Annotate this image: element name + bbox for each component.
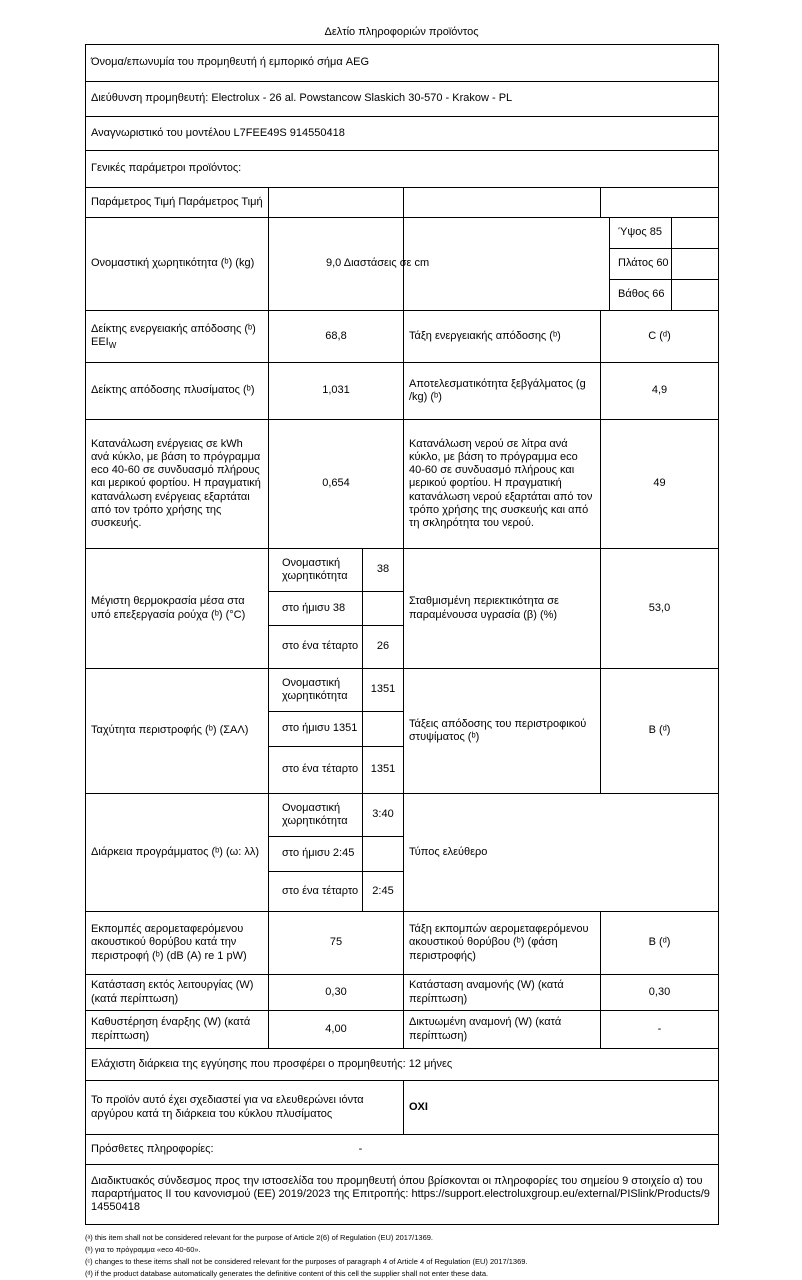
duration-subtable-cell	[269, 794, 404, 912]
standby-value: 0,30	[648, 985, 671, 998]
eei-label: Δείκτης ενεργειακής απόδοσης (ᵇ) EEI	[91, 322, 256, 348]
footnote-marker: (ᵈ)	[85, 1269, 93, 1278]
delay-start-label-cell	[86, 1011, 269, 1049]
header-value-2: Τιμή	[241, 195, 263, 208]
eei-value-cell	[269, 311, 404, 363]
temperature-label: Μέγιστη θερμοκρασία μέσα στα υπό επεξεργασία ρούχα (ᵇ) (°C)	[91, 595, 246, 621]
sub-row	[269, 794, 403, 837]
sub-row-name-cell	[269, 712, 363, 747]
dimension-depth-label: Βάθος	[618, 288, 650, 301]
footnote-marker: (ᶜ)	[85, 1257, 93, 1266]
sub-row-name: στο ένα τέταρτο	[282, 640, 359, 653]
sub-row-value-cell	[363, 626, 404, 669]
dimension-row-height	[610, 218, 719, 249]
delay-start-row	[86, 1011, 719, 1049]
spin-label-cell	[86, 669, 269, 794]
spin-subtable	[269, 669, 403, 793]
sub-row-name: στο ένα τέταρτο	[282, 763, 359, 776]
capacity-value-cell	[269, 218, 430, 311]
silver-ions-label: Το προϊόν αυτό έχει σχεδιαστεί για να ελευθερώνει ιόντα αργύρου κατά τη διάρκεια του κύκλου πλυσίματος	[91, 1094, 364, 1120]
standby-value-cell	[601, 975, 719, 1011]
off-mode-row	[86, 975, 719, 1011]
warranty-value: 12 μήνες	[408, 1057, 453, 1070]
model-identifier-value: L7FEE49S 914550418	[233, 126, 345, 139]
capacity-label: Ονομαστική χωρητικότητα (ᵇ) (kg)	[91, 257, 255, 270]
dimension-height-cell	[610, 218, 672, 249]
dimension-row-width	[610, 249, 719, 280]
table-header-row	[86, 188, 719, 218]
moisture-value: 53,0	[648, 601, 671, 614]
temperature-subtable	[269, 549, 403, 668]
sub-row-name: στο ήμισυ	[282, 722, 330, 735]
footnote-text: if the product database automatically generates the definitive content of this cell the supplier shall not enter these data.	[94, 1269, 489, 1278]
rinsing-value-cell	[601, 363, 719, 420]
supplier-name-row	[86, 45, 719, 82]
noise-class-label-cell	[404, 912, 601, 975]
footnote-text: changes to these items shall not be considered relevant for the purposes of paragraph 4 of Article 4 of Regulation (EU) 2017/1369.	[94, 1257, 528, 1266]
delay-start-label: Καθυστέρηση έναρξης (W) (κατά περίπτωση)	[91, 1016, 251, 1042]
dimensions-cell	[404, 218, 719, 311]
noise-class-value-cell	[601, 912, 719, 975]
footnote-c	[85, 1256, 718, 1268]
capacity-label-cell	[86, 218, 269, 311]
standby-label: Κατάσταση αναμονής (W) (κατά περίπτωση)	[409, 979, 564, 1005]
washing-index-row	[86, 363, 719, 420]
off-mode-value: 0,30	[325, 985, 347, 998]
empty-cell	[269, 188, 404, 218]
weblink-row	[86, 1165, 719, 1225]
silver-ions-row	[86, 1081, 719, 1135]
noise-class-value: B (ᵈ)	[648, 936, 671, 949]
type-label: Τύπος	[409, 845, 440, 858]
sub-row-name-cell	[269, 837, 363, 872]
sub-row-value: 38	[332, 601, 346, 614]
spin-subtable-cell	[269, 669, 404, 794]
empty-cell	[672, 218, 719, 249]
energy-consumption-label: Κατανάλωση ενέργειας σε kWh ανά κύκλο, με βάση το πρόγραμμα eco 40-60 σε συνδυασμό πλήρους και μερικού φορτίου. Η πραγματική κατανάλωση ενέργειας εξαρτάται από τον τρόπο χρήσης της συσκευής.	[91, 437, 261, 529]
empty-cell	[363, 837, 404, 872]
water-consumption-value-cell	[601, 420, 719, 549]
eei-value: 68,8	[325, 329, 347, 342]
footnote-text: this item shall not be considered relevant for the purpose of Article 2(6) of Regulation (EU) 2017/1369.	[94, 1233, 433, 1242]
weblink-label: Διαδικτυακός σύνδεσμος προς την ιστοσελίδα του προμηθευτή όπου βρίσκονται οι πληροφορίες του σημείου 9 στοιχείο α) του παραρτήματος II του κανονισμού (ΕΕ) 2019/2023 της Επιτροπής:	[91, 1174, 703, 1200]
additional-info-label: Πρόσθετες πληροφορίες:	[91, 1142, 214, 1155]
silver-ions-label-cell	[86, 1081, 404, 1135]
sub-row-value: 3:40	[372, 808, 394, 821]
supplier-name-cell	[86, 45, 719, 82]
warranty-label: Ελάχιστη διάρκεια της εγγύησης που προσφέρει ο προμηθευτής:	[91, 1057, 406, 1070]
water-consumption-label: Κατανάλωση νερού σε λίτρα ανά κύκλο, με βάση το πρόγραμμα eco 40-60 σε συνδυασμό πλήρους και μερικού φορτίου. Η πραγματική κατανάλωση νερού εξαρτάται από τον τρόπο χρήσης της συσκευής και από τη σκληρότητα του νερού.	[409, 437, 593, 529]
supplier-address-row	[86, 82, 719, 117]
capacity-dimensions-row	[86, 218, 719, 311]
sub-row-name: στο ήμισυ	[282, 847, 330, 860]
general-parameters-heading: Γενικές παράμετροι προϊόντος:	[91, 162, 242, 175]
additional-info-value: -	[358, 1142, 363, 1155]
standby-label-cell	[404, 975, 601, 1011]
footnote-b	[85, 1244, 718, 1256]
sub-row-value-cell	[363, 747, 404, 794]
supplier-weblink[interactable]: https://support.electroluxgroup.eu/external/PISlink/Products/914550418	[91, 1187, 710, 1214]
sub-row-value: 38	[376, 563, 390, 576]
sub-row-value: 2:45	[372, 884, 394, 897]
sub-row-value: 2:45	[332, 847, 355, 860]
noise-value: 75	[329, 936, 343, 949]
sub-row-value: 26	[376, 640, 390, 653]
capacity-value: 9,0	[326, 257, 342, 270]
sub-row-name-cell	[269, 794, 363, 837]
sub-row-name-cell	[269, 549, 363, 592]
product-parameters-table	[85, 44, 719, 1225]
sub-row	[269, 837, 403, 872]
washing-value: 1,031	[322, 384, 350, 397]
empty-cell	[363, 712, 404, 747]
empty-cell	[672, 249, 719, 280]
networked-standby-value: -	[657, 1022, 662, 1035]
empty-cell	[363, 592, 404, 626]
water-consumption-value: 49	[653, 477, 666, 490]
washing-label-cell	[86, 363, 269, 420]
supplier-address-value: Electrolux - 26 al. Powstancow Slaskich 30-570 - Krakow - PL	[211, 92, 513, 105]
sub-row-name-cell	[269, 626, 363, 669]
dimension-row-depth	[610, 280, 719, 311]
warranty-cell	[86, 1049, 719, 1081]
silver-ions-value: ΟΧΙ	[409, 1100, 428, 1113]
spin-class-value-cell	[601, 669, 719, 794]
additional-info-cell	[86, 1135, 719, 1165]
spin-class-value: B (ᵈ)	[648, 724, 671, 737]
silver-ions-value-cell	[404, 1081, 719, 1135]
rinsing-label-cell	[404, 363, 601, 420]
washing-label: Δείκτης απόδοσης πλυσίματος (ᵇ)	[91, 384, 255, 397]
spin-class-label-cell	[404, 669, 601, 794]
spin-label: Ταχύτητα περιστροφής (ᵇ) (ΣΑΛ)	[91, 724, 249, 737]
energy-index-row	[86, 311, 719, 363]
sub-row	[269, 626, 403, 669]
consumption-row	[86, 420, 719, 549]
rinsing-label: Αποτελεσματικότητα ξεβγάλματος (g /kg) (ᵇ)	[409, 377, 586, 403]
sub-row	[269, 669, 403, 712]
moisture-label: Σταθμισμένη περιεκτικότητα σε παραμένουσα υγρασία (β) (%)	[409, 595, 559, 621]
spin-class-label: Τάξεις απόδοσης του περιστροφικού στυψίματος (ᵇ)	[409, 717, 587, 743]
temperature-label-cell	[86, 549, 269, 669]
eei-label-cell	[86, 311, 269, 363]
sub-row-name-cell	[269, 872, 363, 912]
sub-row-name-cell	[269, 592, 363, 626]
delay-start-value-cell	[269, 1011, 404, 1049]
supplier-name-label: Όνομα/επωνυμία του προμηθευτή ή εμπορικό σήμα	[91, 56, 343, 69]
weblink-cell	[86, 1165, 719, 1225]
footnote-marker: (ᵇ)	[85, 1245, 93, 1254]
off-mode-label-cell	[86, 975, 269, 1011]
sub-row	[269, 549, 403, 592]
footnote-marker: (ᵃ)	[85, 1233, 93, 1242]
duration-label-cell	[86, 794, 269, 912]
dimension-width-label: Πλάτος	[618, 257, 654, 270]
sub-row-name-cell	[269, 747, 363, 794]
sub-row-name: στο ένα τέταρτο	[282, 884, 359, 897]
header-parameter-2: Παράμετρος	[178, 195, 239, 208]
noise-class-label: Τάξη εκπομπών αερομεταφερόμενου ακουστικού θορύβου (ᵇ) (φάση περιστροφής)	[409, 923, 589, 962]
supplier-name-value: AEG	[345, 56, 369, 69]
header-line	[91, 196, 263, 208]
sub-row-value: 1351	[370, 683, 396, 696]
energy-class-value-cell	[601, 311, 719, 363]
noise-row	[86, 912, 719, 975]
networked-standby-label-cell	[404, 1011, 601, 1049]
empty-cell	[404, 188, 601, 218]
type-value: ελεύθερο	[442, 845, 488, 858]
energy-class-label: Τάξη ενεργειακής απόδοσης (ᵇ)	[409, 329, 561, 342]
supplier-address-label: Διεύθυνση προμηθευτή:	[91, 92, 209, 105]
water-consumption-label-cell	[404, 420, 601, 549]
temperature-subtable-cell	[269, 549, 404, 669]
sub-row-value-cell	[363, 794, 404, 837]
moisture-label-cell	[404, 549, 601, 669]
noise-value-cell	[269, 912, 404, 975]
header-cell	[86, 188, 269, 218]
dimension-depth-value: 66	[652, 288, 665, 301]
general-parameters-heading-cell	[86, 151, 719, 188]
delay-start-value: 4,00	[325, 1022, 347, 1035]
page-title: Δελτίο πληροφοριών προϊόντος	[324, 26, 479, 38]
warranty-row	[86, 1049, 719, 1081]
empty-cell	[601, 188, 719, 218]
energy-class-value: C (ᵈ)	[648, 329, 671, 342]
dimension-width-cell	[610, 249, 672, 280]
rinsing-value: 4,9	[651, 384, 668, 397]
sub-row-name: Ονομαστική χωρητικότητα	[282, 676, 348, 702]
sub-row	[269, 747, 403, 794]
sub-row	[269, 592, 403, 626]
footnotes	[85, 1232, 718, 1280]
type-cell	[404, 794, 719, 912]
sub-row	[269, 712, 403, 747]
noise-label: Εκπομπές αερομεταφερόμενου ακουστικού θορύβου κατά την περιστροφή (ᵇ) (dB (A) re 1 pW)	[91, 923, 247, 962]
document-content	[85, 26, 718, 1280]
sub-row-value-cell	[363, 872, 404, 912]
eei-label-subscript: W	[108, 340, 117, 350]
supplier-address-cell	[86, 82, 719, 117]
model-identifier-cell	[86, 117, 719, 151]
energy-consumption-label-cell	[86, 420, 269, 549]
sub-row-value: 1351	[370, 763, 396, 776]
sub-row-value-cell	[363, 549, 404, 592]
dimension-depth-cell	[610, 280, 672, 311]
sub-row-name: στο ήμισυ	[282, 601, 330, 614]
networked-standby-value-cell	[601, 1011, 719, 1049]
model-identifier-row	[86, 117, 719, 151]
header-parameter-1: Παράμετρος	[91, 195, 152, 208]
networked-standby-label: Δικτυωμένη αναμονή (W) (κατά περίπτωση)	[409, 1016, 562, 1042]
dimension-height-label: Ύψος	[618, 226, 647, 239]
sub-row-value-cell	[363, 669, 404, 712]
energy-consumption-value-cell	[269, 420, 404, 549]
dimensions-table	[609, 218, 718, 310]
sub-row	[269, 872, 403, 912]
washing-value-cell	[269, 363, 404, 420]
moisture-value-cell	[601, 549, 719, 669]
energy-class-label-cell	[404, 311, 601, 363]
off-mode-value-cell	[269, 975, 404, 1011]
off-mode-label: Κατάσταση εκτός λειτουργίας (W) (κατά περίπτωση)	[91, 979, 254, 1005]
sub-row-name: Ονομαστική χωρητικότητα	[282, 556, 348, 582]
energy-consumption-value: 0,654	[322, 477, 350, 490]
spin-speed-row	[86, 669, 719, 794]
programme-duration-row	[86, 794, 719, 912]
capacity-line	[326, 257, 429, 270]
duration-label: Διάρκεια προγράμματος (ᵇ) (ω: λλ)	[91, 845, 260, 858]
header-value-1: Τιμή	[154, 195, 176, 208]
noise-label-cell	[86, 912, 269, 975]
footnote-text: για το πρόγραμμα «eco 40-60».	[94, 1245, 201, 1254]
model-identifier-label: Αναγνωριστικό του μοντέλου	[91, 126, 231, 139]
dimensions-label: Διαστάσεις σε cm	[343, 257, 430, 270]
sub-row-name-cell	[269, 669, 363, 712]
dimension-width-value: 60	[656, 257, 669, 270]
sub-row-value: 1351	[332, 722, 358, 735]
temperature-row	[86, 549, 719, 669]
footnote-a	[85, 1232, 718, 1244]
footnote-d	[85, 1268, 718, 1280]
additional-info-row	[86, 1135, 719, 1165]
duration-subtable	[269, 794, 403, 911]
dimension-height-value: 85	[649, 226, 662, 239]
empty-cell	[672, 280, 719, 311]
general-parameters-heading-row	[86, 151, 719, 188]
sub-row-name: Ονομαστική χωρητικότητα	[282, 801, 348, 827]
